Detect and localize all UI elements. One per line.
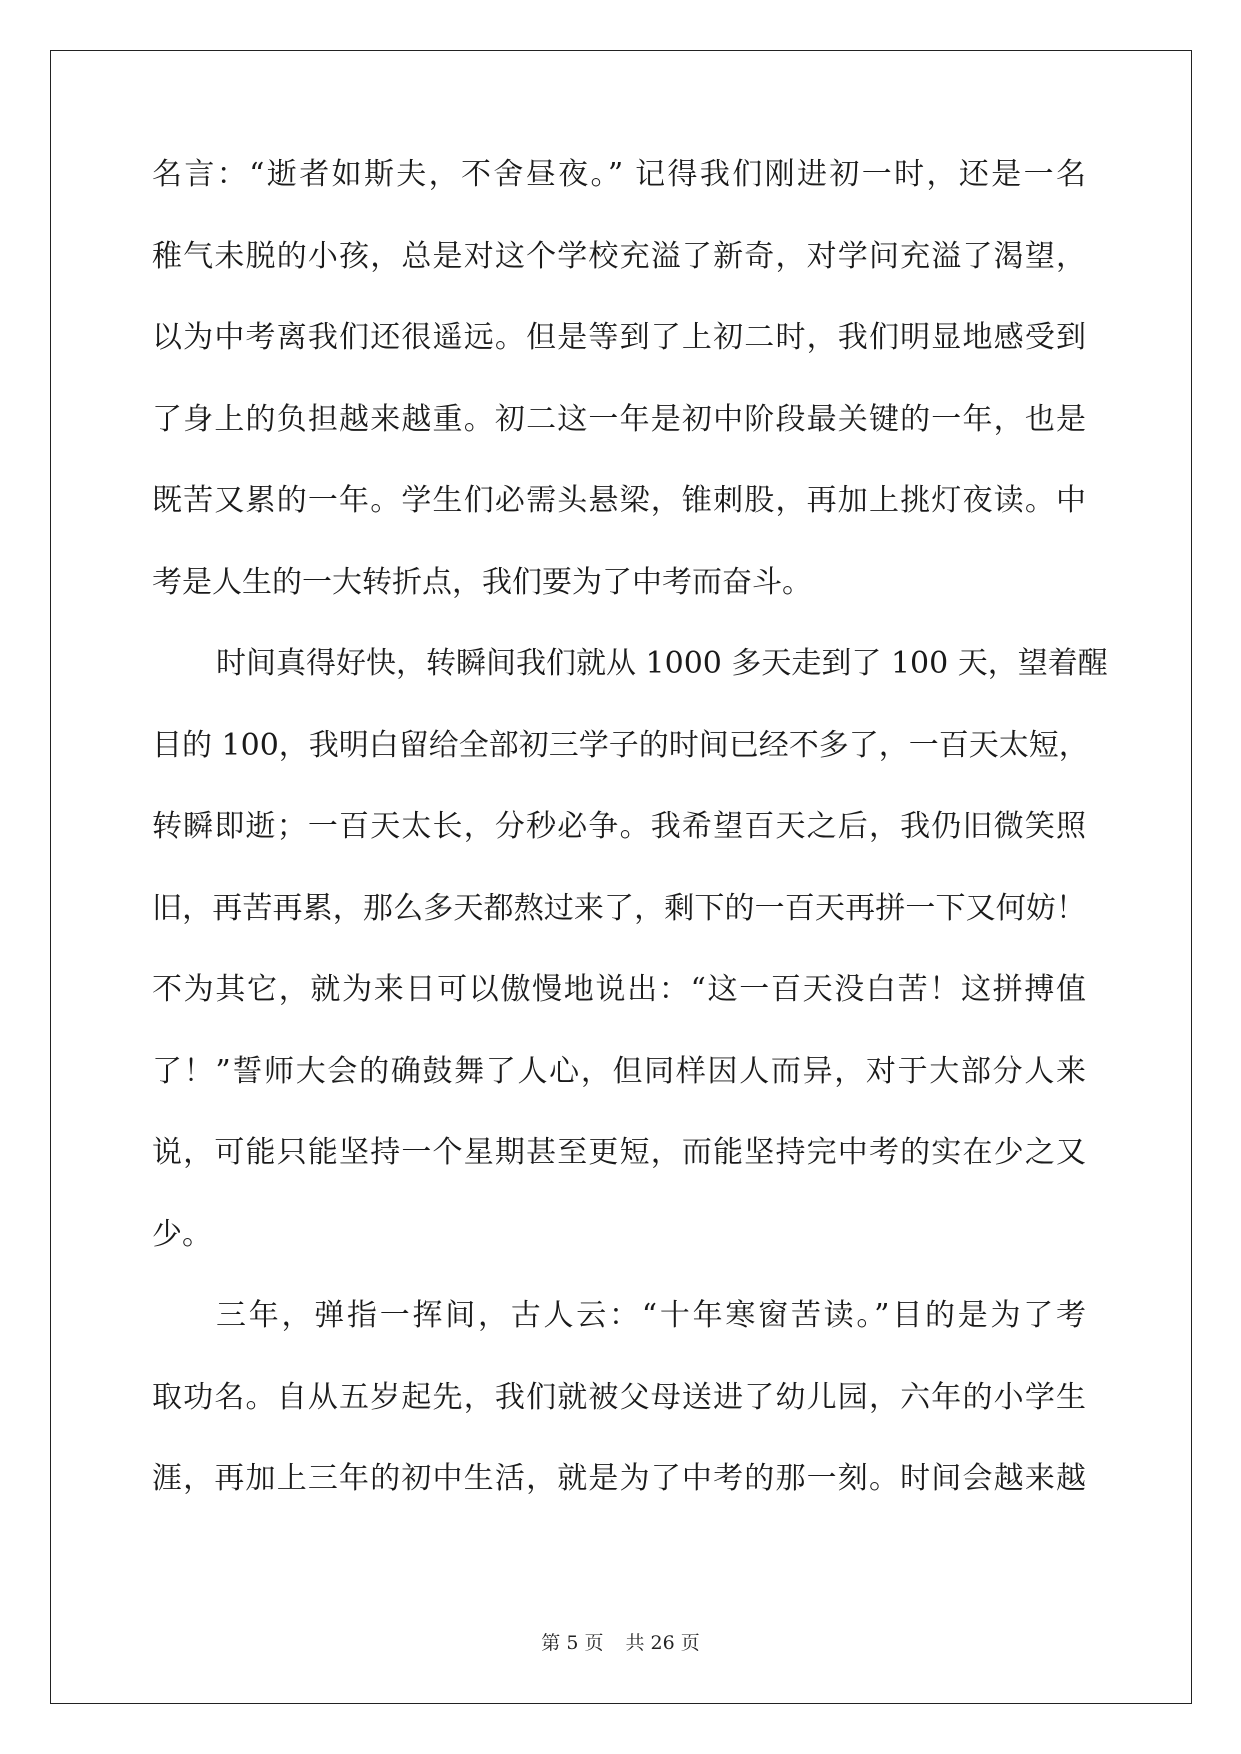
page-total: 共 26 页	[625, 1632, 700, 1654]
text-line: 名言：“逝者如斯夫，不舍昼夜。” 记得我们刚进初一时，还是一名	[152, 157, 1086, 192]
text-line: 不为其它，就为来日可以傲慢地说出：“这一百天没白苦！这拼搏值	[152, 972, 1086, 1007]
text-line: 取功名。自从五岁起先，我们就被父母送进了幼儿园，六年的小学生	[152, 1379, 1086, 1415]
text-line: 了身上的负担越来越重。初二这一年是初中阶段最关键的一年，也是	[152, 401, 1086, 437]
text-line: 了！”誓师大会的确鼓舞了人心，但同样因人而异，对于大部分人来	[152, 1053, 1086, 1089]
page-footer	[0, 1628, 1241, 1655]
text-line: 转瞬即逝；一百天太长，分秒必争。我希望百天之后，我仍旧微笑照	[152, 809, 1086, 844]
text-line: 考是人生的一大转折点，我们要为了中考而奋斗。	[152, 564, 812, 600]
text-line: 目的 100，我明白留给全部初三学子的时间已经不多了，一百天太短，	[152, 727, 1089, 763]
document-body	[152, 157, 1108, 1546]
text-line: 说，可能只能坚持一个星期甚至更短，而能坚持完中考的实在少之又	[152, 1135, 1086, 1170]
text-line: 时间真得好快，转瞬间我们就从 1000 多天走到了 100 天，望着醒	[216, 646, 1108, 681]
page-number: 第 5 页	[541, 1632, 604, 1654]
text-line: 既苦又累的一年。学生们必需头悬梁，锥刺股，再加上挑灯夜读。中	[152, 483, 1086, 518]
text-line: 稚气未脱的小孩，总是对这个学校充溢了新奇，对学问充溢了渴望，	[152, 238, 1086, 274]
text-line: 以为中考离我们还很遥远。但是等到了上初二时，我们明显地感受到	[152, 320, 1086, 355]
text-line: 旧，再苦再累，那么多天都熬过来了，剩下的一百天再拼一下又何妨！	[152, 890, 1086, 926]
text-line: 少。	[152, 1216, 212, 1252]
text-line: 三年，弹指一挥间，古人云：“十年寒窗苦读。”目的是为了考	[216, 1298, 1086, 1333]
text-line: 涯，再加上三年的初中生活，就是为了中考的那一刻。时间会越来越	[152, 1461, 1086, 1496]
